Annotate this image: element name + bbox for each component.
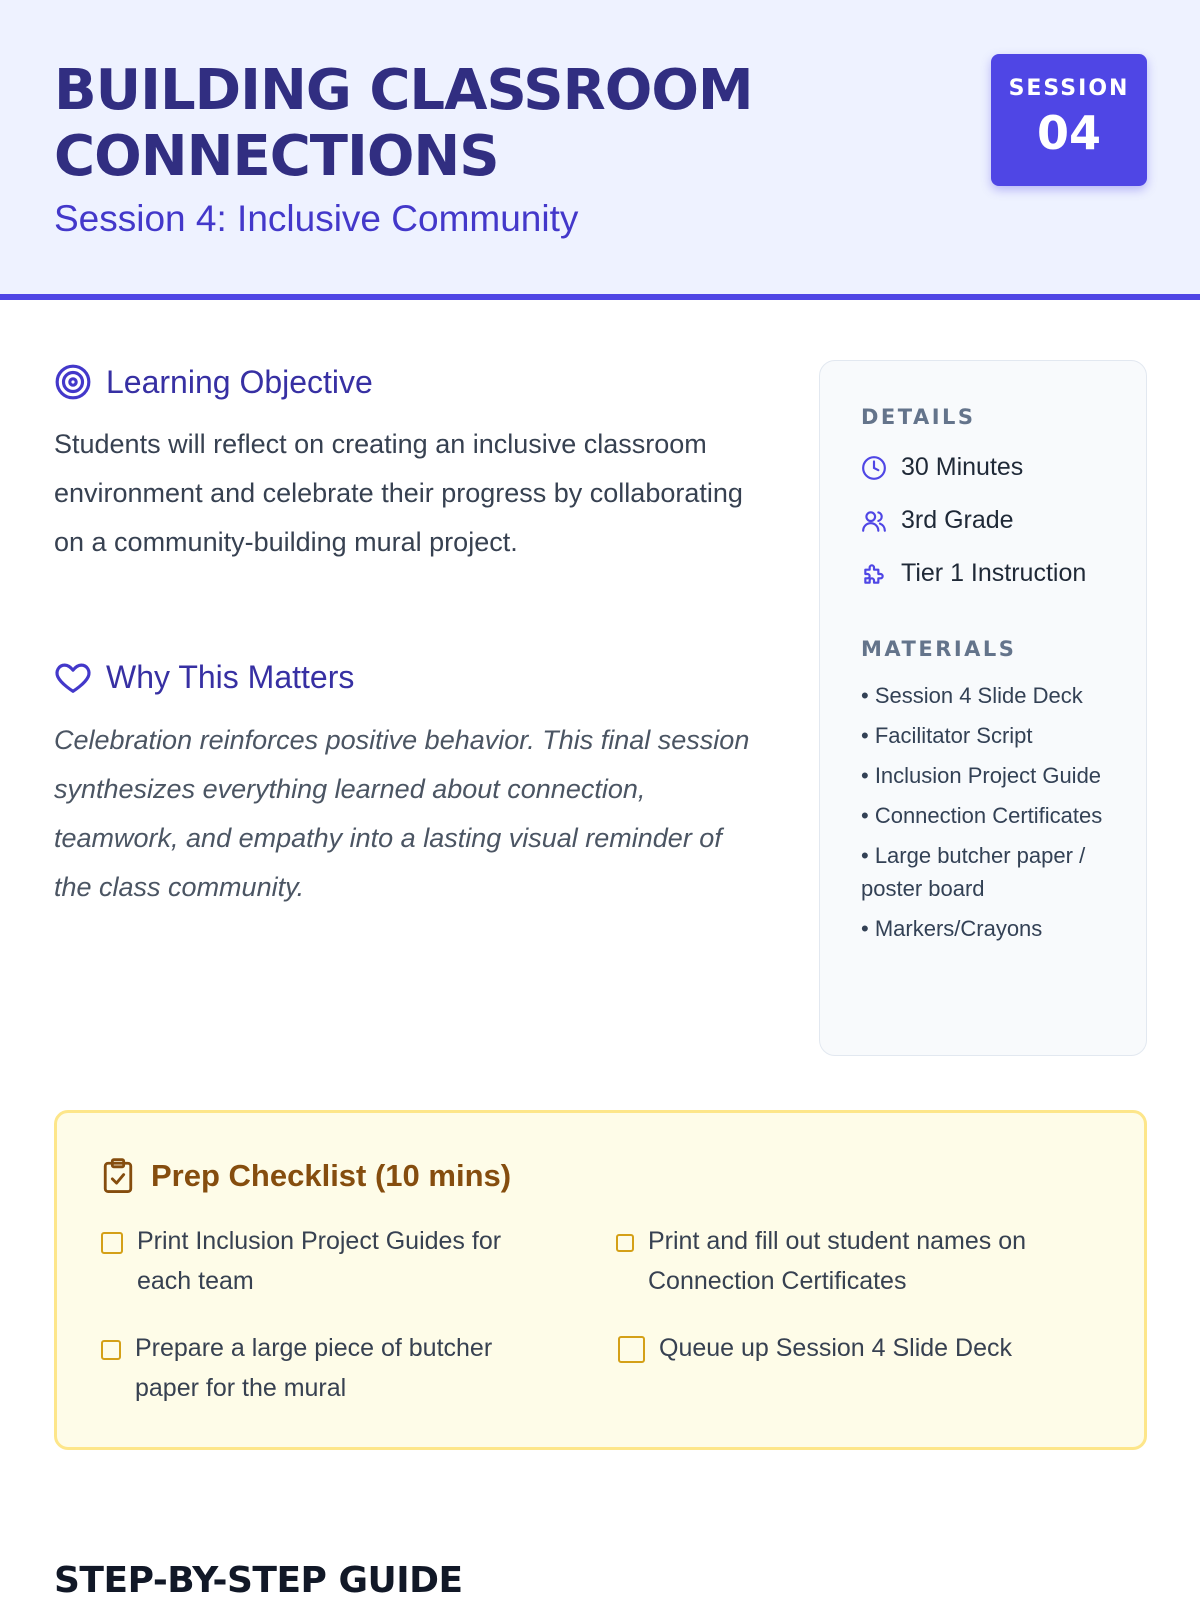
- session-badge-label: SESSION: [1008, 76, 1130, 101]
- checklist-heading: [101, 1157, 511, 1195]
- details-panel: [819, 360, 1147, 1056]
- checkbox[interactable]: [616, 1234, 634, 1252]
- session-badge: [991, 54, 1147, 186]
- objective-text: Students will reflect on creating an inclusive classroom environment and celebrate their progress by collaborating on a community-building mural project.: [54, 429, 743, 557]
- list-item: • Connection Certificates: [861, 803, 1103, 828]
- objective-heading-label: Learning Objective: [106, 363, 373, 400]
- materials-list: [861, 679, 1121, 952]
- checklist-item[interactable]: [618, 1328, 1078, 1368]
- checkbox[interactable]: [618, 1336, 645, 1363]
- step-guide-heading: STEP-BY-STEP GUIDE: [54, 1560, 463, 1601]
- list-item: • Inclusion Project Guide: [861, 763, 1102, 788]
- checklist-item-label: Print and fill out student names on Connection Certificates: [648, 1227, 1027, 1295]
- clock-icon: [861, 455, 887, 481]
- detail-tier-text: Tier 1 Instruction: [901, 559, 1087, 587]
- checkbox[interactable]: [101, 1340, 121, 1360]
- checklist-item[interactable]: [101, 1221, 531, 1301]
- checklist-item-label: Prepare a large piece of butcher paper for the mural: [135, 1334, 493, 1402]
- checkbox[interactable]: [101, 1232, 123, 1254]
- checklist-item[interactable]: [101, 1328, 531, 1408]
- users-icon: [861, 508, 887, 534]
- page-title: BUILDING CLASSROOM CONNECTIONS: [54, 58, 753, 189]
- clipboard-check-icon: [101, 1157, 135, 1195]
- objective-heading: [54, 363, 373, 401]
- detail-grade-text: 3rd Grade: [901, 506, 1014, 534]
- checklist-item-label: Print Inclusion Project Guides for each team: [137, 1227, 502, 1295]
- target-icon: [54, 363, 92, 401]
- checklist-heading-label: Prep Checklist (10 mins): [151, 1158, 512, 1193]
- list-item: • Markers/Crayons: [861, 916, 1043, 941]
- materials-label: MATERIALS: [861, 637, 1017, 661]
- list-item: • Facilitator Script: [861, 723, 1033, 748]
- list-item: • Session 4 Slide Deck: [861, 683, 1083, 708]
- puzzle-icon: [861, 561, 887, 587]
- detail-tier: [861, 559, 1086, 588]
- why-heading: [54, 658, 354, 696]
- why-heading-label: Why This Matters: [106, 658, 355, 695]
- checklist-item[interactable]: [616, 1221, 1086, 1301]
- detail-grade: [861, 506, 1014, 535]
- list-item: • Large butcher paper / poster board: [861, 843, 1086, 901]
- page-subtitle: Session 4: Inclusive Community: [54, 198, 579, 239]
- header: [0, 0, 1200, 300]
- detail-duration: [861, 453, 1023, 482]
- prep-checklist: [54, 1110, 1147, 1450]
- checklist-item-label: Queue up Session 4 Slide Deck: [659, 1334, 1012, 1362]
- session-badge-number: 04: [1036, 106, 1101, 160]
- why-text: Celebration reinforces positive behavior. This final session synthesizes everything learned about connection, teamwork, and empathy into a lasting visual reminder of the class community.: [54, 725, 750, 902]
- details-label: DETAILS: [861, 405, 976, 429]
- heart-icon: [54, 658, 92, 696]
- detail-duration-text: 30 Minutes: [901, 453, 1024, 481]
